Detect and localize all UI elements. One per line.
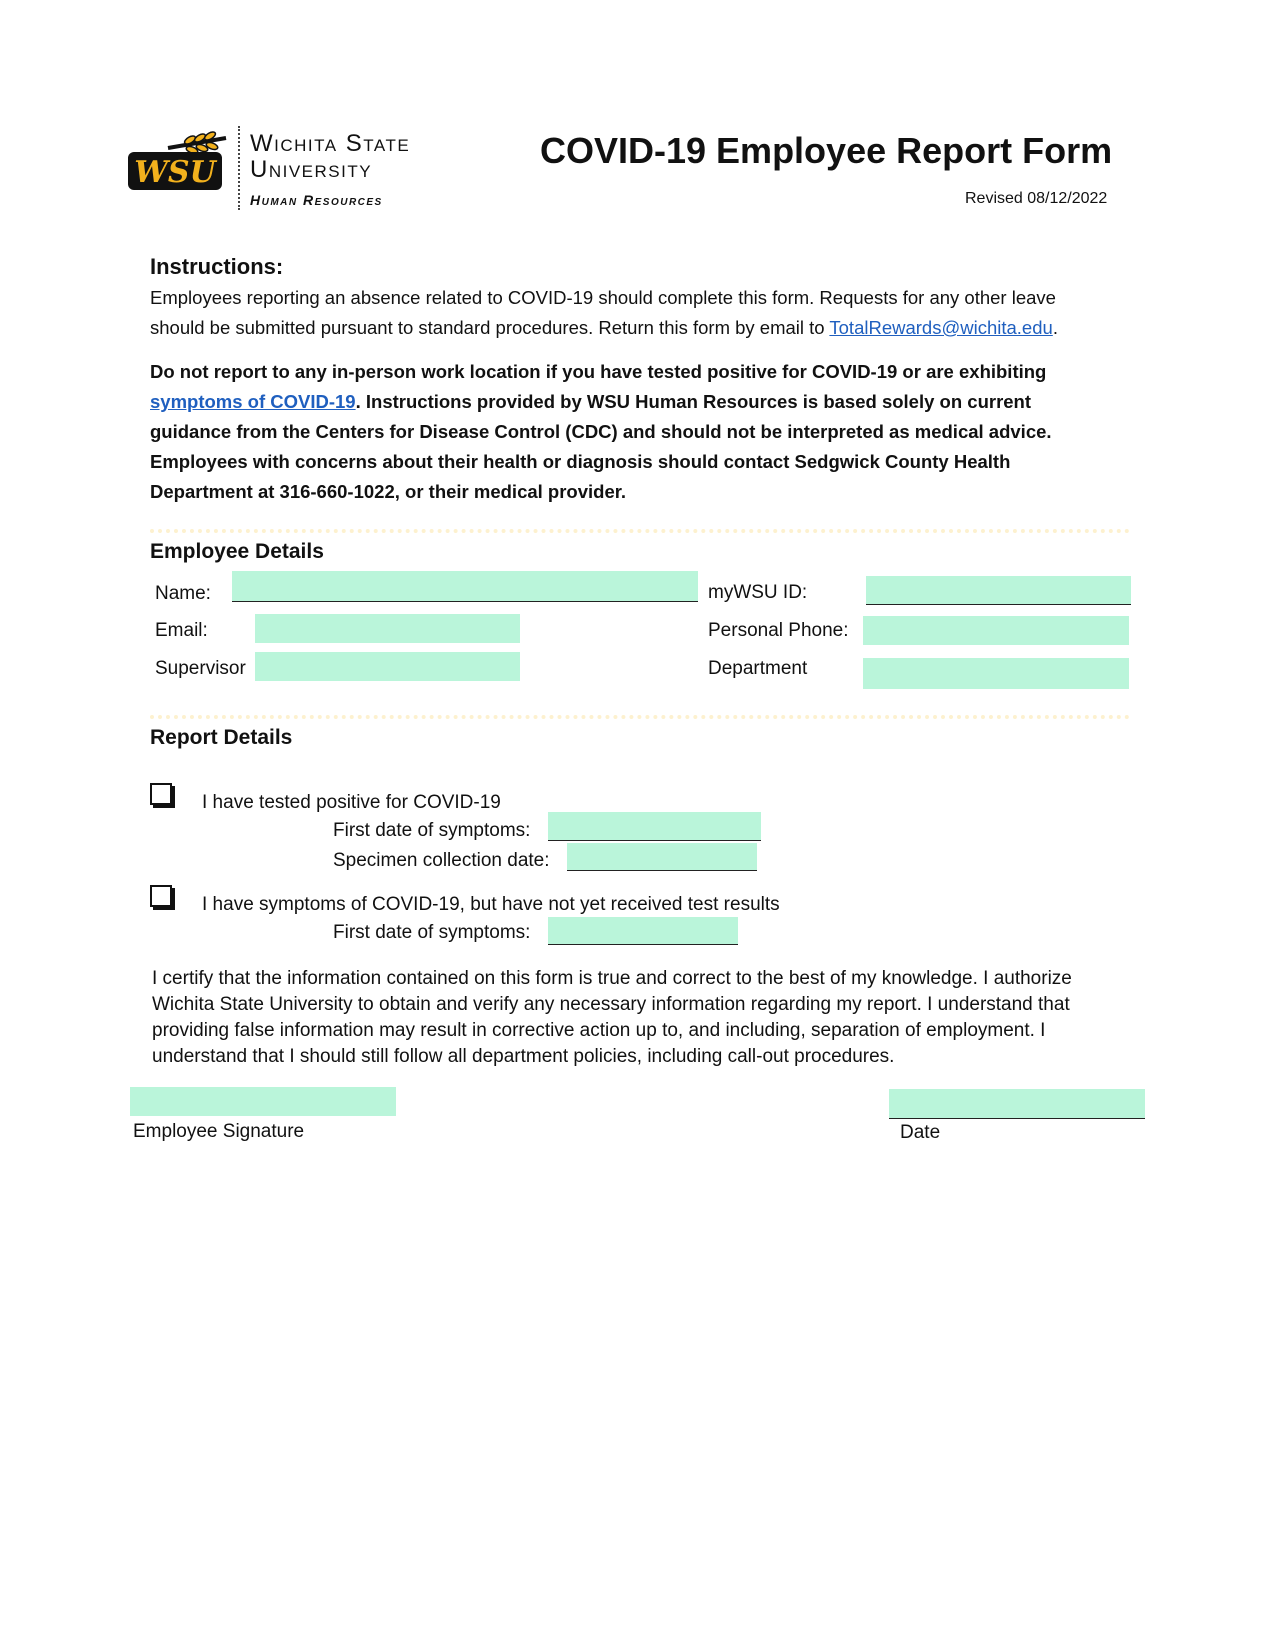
date-field[interactable] <box>889 1089 1145 1119</box>
wsu-logo <box>128 130 228 200</box>
form-title: COVID-19 Employee Report Form <box>540 130 1113 171</box>
mywsu-id-field[interactable] <box>866 576 1131 605</box>
supervisor-field[interactable] <box>255 652 520 681</box>
warning-text-start: Do not report to any in-person work location if you have tested positive for COVID-19 or are exhibiting <box>150 361 1047 382</box>
tested-positive-label: I have tested positive for COVID-19 <box>202 792 501 813</box>
name-field[interactable] <box>232 571 698 602</box>
wheat-logo-icon <box>128 130 228 200</box>
first-date-symptoms-2-field[interactable] <box>548 917 738 945</box>
logo-university-line2: University <box>250 156 373 183</box>
warning-text-rest: . Instructions provided by WSU Human Resources is based solely on current guidance from the Centers for Disease Control (CDC) and should not be interpreted as medical advice. Employees with concerns about their health or diagnosis should contact Sedgwick County Health Department at 316-660-1022, or their medical provider. <box>150 391 1052 502</box>
instructions-heading: Instructions: <box>150 254 284 279</box>
report-details-heading: Report Details <box>150 726 293 749</box>
first-date-symptoms-2-label: First date of symptoms: <box>333 922 531 943</box>
symptoms-no-results-checkbox[interactable] <box>150 885 172 907</box>
name-label: Name: <box>155 583 211 604</box>
symptoms-link[interactable]: symptoms of COVID-19 <box>150 391 356 412</box>
email-field[interactable] <box>255 614 520 643</box>
mywsu-id-label: myWSU ID: <box>708 582 808 603</box>
revised-date: Revised 08/12/2022 <box>965 190 1108 207</box>
instructions-paragraph <box>150 283 1100 343</box>
symptoms-no-results-label: I have symptoms of COVID-19, but have not yet received test results <box>202 894 780 915</box>
instructions-end: . <box>1052 317 1058 338</box>
certification-text: I certify that the information contained on this form is true and correct to the best of my knowledge. I authorize Wichita State University to obtain and verify any necessary information regarding my report. I understand that providing false information may result in corrective action up to, and including, separation of employment. I understand that I should still follow all department policies, including call-out procedures. <box>152 968 1072 1067</box>
employee-details-heading: Employee Details <box>150 540 324 563</box>
logo-mark-text: WSU <box>134 155 216 190</box>
logo-university-line1: Wichita State <box>250 130 411 157</box>
employee-signature-label: Employee Signature <box>133 1121 305 1142</box>
email-label: Email: <box>155 620 208 641</box>
employee-signature-field[interactable] <box>130 1087 396 1116</box>
instructions-text: Employees reporting an absence related to COVID-19 should complete this form. Requests for any other leave should be submitted pursuant to standard procedures. Return this form by email to <box>150 287 1056 338</box>
specimen-date-field[interactable] <box>567 843 757 871</box>
section-divider <box>150 715 1130 719</box>
specimen-date-label: Specimen collection date: <box>333 850 550 871</box>
logo-divider <box>238 126 240 210</box>
warning-paragraph <box>150 357 1105 507</box>
department-label: Department <box>708 658 808 679</box>
date-label: Date <box>900 1122 941 1143</box>
first-date-symptoms-field[interactable] <box>548 812 761 841</box>
personal-phone-label: Personal Phone: <box>708 620 849 641</box>
supervisor-label: Supervisor <box>155 658 246 679</box>
personal-phone-field[interactable] <box>863 616 1129 645</box>
tested-positive-checkbox[interactable] <box>150 783 172 805</box>
logo-department: Human Resources <box>250 192 383 208</box>
section-divider <box>150 529 1130 533</box>
department-field[interactable] <box>863 658 1129 689</box>
first-date-symptoms-label: First date of symptoms: <box>333 820 531 841</box>
email-link[interactable]: TotalRewards@wichita.edu <box>829 317 1053 338</box>
